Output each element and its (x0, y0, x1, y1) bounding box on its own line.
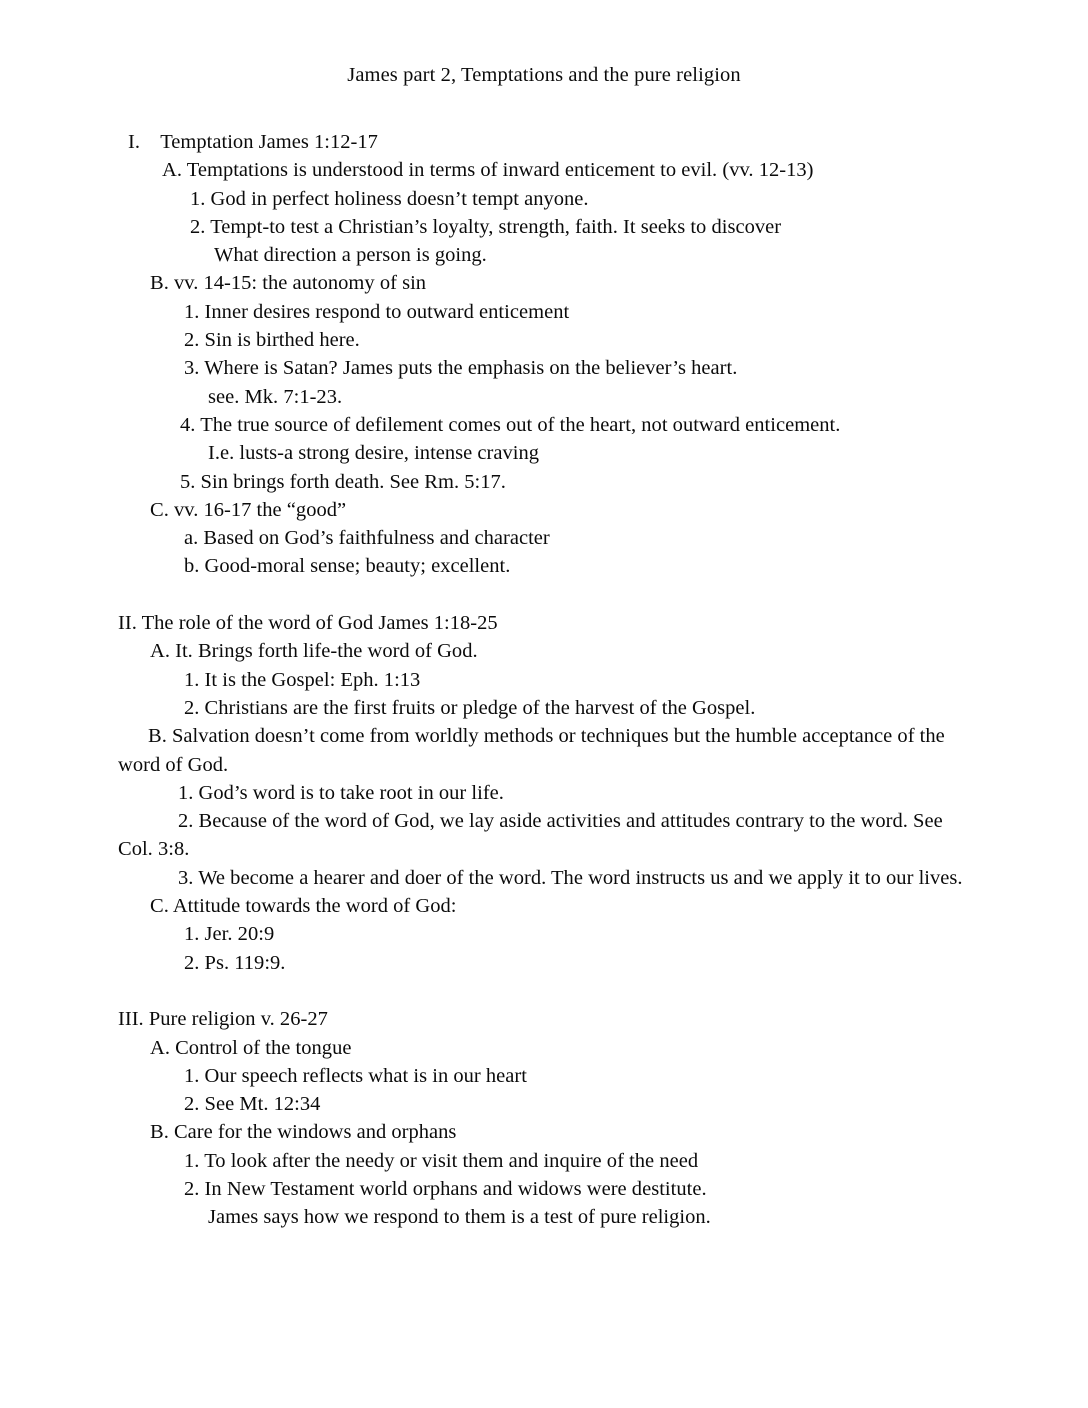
section-1-item-C-b: b. Good-moral sense; beauty; excellent. (184, 555, 511, 578)
section-1-item-B-4: 4. The true source of defilement comes out of the heart, not outward enticement. (180, 413, 841, 436)
section-1-item-C-a: a. Based on God’s faithfulness and character (184, 527, 550, 550)
section-2-item-B-3: 3. We become a hearer and doer of the word. The word instructs us and we apply it to our lives. (178, 866, 963, 889)
section-2-item-B-2: 2. Because of the word of God, we lay aside activities and attitudes contrary to the word. See Col. 3:8. (118, 810, 948, 861)
section-2-item-C-2: 2. Ps. 119:9. (184, 951, 286, 974)
section-1-item-B: B. vv. 14-15: the autonomy of sin (150, 272, 427, 295)
section-1-heading: I. Temptation James 1:12-17 (128, 131, 378, 153)
section-2-item-C: C. Attitude towards the word of God: (150, 895, 457, 918)
section-1-item-A-2: 2. Tempt-to test a Christian’s loyalty, strength, faith. It seeks to discover (190, 215, 782, 238)
section-1-item-B-2: 2. Sin is birthed here. (184, 329, 360, 352)
section-1-item-B-3-cont: see. Mk. 7:1-23. (208, 385, 343, 408)
section-2-item-A-1: 1. It is the Gospel: Eph. 1:13 (184, 668, 421, 691)
section-3-heading: III. Pure religion v. 26-27 (118, 1008, 328, 1031)
section-2-item-C-1: 1. Jer. 20:9 (184, 923, 275, 946)
section-3-item-A-2: 2. See Mt. 12:34 (184, 1093, 321, 1116)
section-3-item-B: B. Care for the windows and orphans (150, 1121, 457, 1144)
section-3-item-B-2-cont: James says how we respond to them is a test of pure religion. (208, 1206, 711, 1229)
section-2-item-A: A. It. Brings forth life-the word of God. (150, 640, 478, 663)
section-1-item-C: C. vv. 16-17 the “good” (150, 498, 347, 521)
section-2-item-B-1: 1. God’s word is to take root in our life. (178, 781, 504, 804)
section-1-item-A-1: 1. God in perfect holiness doesn’t tempt anyone. (190, 187, 589, 210)
section-1-item-B-4-cont: I.e. lusts-a strong desire, intense craving (208, 442, 540, 465)
section-2-item-B: B. Salvation doesn’t come from worldly methods or techniques but the humble acceptance of the word of God. (118, 725, 950, 776)
section-1-item-A: A. Temptations is understood in terms of inward enticement to evil. (vv. 12-13) (162, 159, 814, 182)
section-3-item-B-1: 1. To look after the needy or visit them and inquire of the need (184, 1149, 699, 1172)
section-spacer-1 (118, 581, 978, 609)
section-3-item-A-1: 1. Our speech reflects what is in our heart (184, 1064, 527, 1087)
section-1-item-B-3: 3. Where is Satan? James puts the emphasis on the believer’s heart. (184, 357, 738, 380)
section-2-item-A-2: 2. Christians are the first fruits or pledge of the harvest of the Gospel. (184, 696, 756, 719)
section-2-heading: II. The role of the word of God James 1:18-25 (118, 612, 498, 635)
section-3-item-A: A. Control of the tongue (150, 1036, 352, 1059)
outline-section-2 (118, 609, 978, 977)
section-1-item-B-1: 1. Inner desires respond to outward enticement (184, 300, 570, 323)
section-1-item-A-2-cont: What direction a person is going. (214, 244, 487, 267)
section-3-item-B-2: 2. In New Testament world orphans and widows were destitute. (184, 1177, 707, 1200)
document-body (118, 128, 978, 1232)
outline-section-1 (118, 128, 978, 581)
outline-section-3 (118, 1005, 978, 1231)
section-spacer-2 (118, 977, 978, 1005)
section-1-item-B-5: 5. Sin brings forth death. See Rm. 5:17. (180, 470, 506, 493)
page-title: James part 2, Temptations and the pure religion (347, 64, 741, 86)
